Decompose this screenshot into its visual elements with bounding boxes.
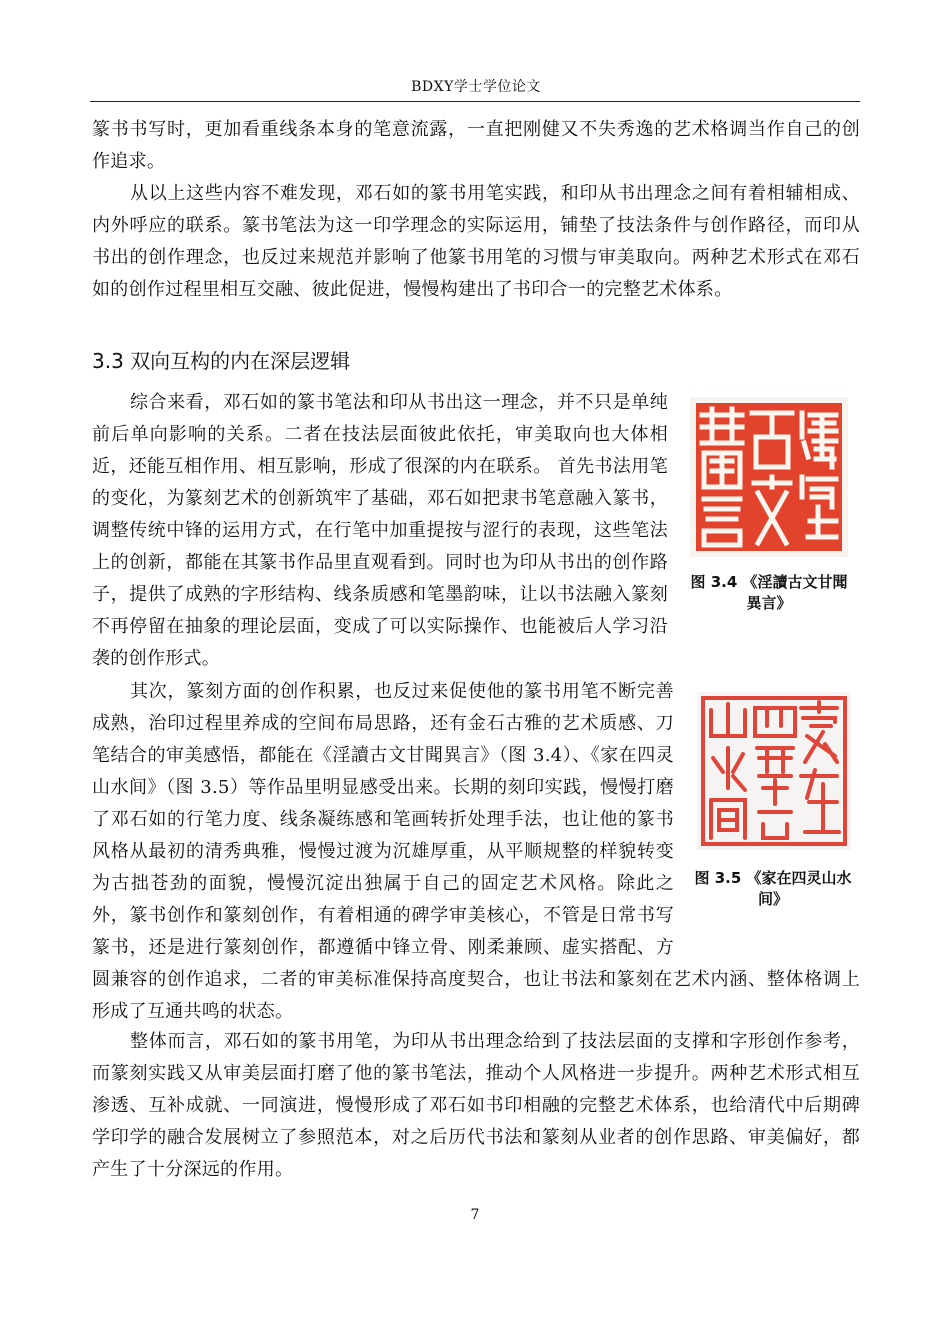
figure-3-5-seal	[697, 692, 851, 850]
paragraph-second-aspect-text: 其次，篆刻方面的创作积累，也反过来促使他的篆书用笔不断完善成熟，治印过程里养成的空间布局思路，还有金石古雅的艺术质感、刀笔结合的审美感悟，都能在《淫讀古文甘聞異言》（图 3.4）、《家在四灵山水间》（图 3.5）等作品里明显感受出来。长期的刻印实践，慢慢打磨了邓石如的行笔力度、线条凝练感和笔画转折处理手法，也让他的篆书风格从最初的清秀典雅，慢慢过渡为沉雄厚重，从平顺规整的样貌转变为古拙苍劲的面貌，慢慢沉淀出独属于自己的固定艺术风格。除此之外，篆书创作和篆刻创作，有着相通的碑学审美核心，不管是日常书写篆书，还是进行篆刻创作，都遵循中锋立骨、刚柔兼顾、虚实搭配、方圆兼容的创作追求，二者的审美标准保持高度契合，也让书法和篆刻在艺术内涵、整体格调上形成了互通共鸣的状态。	[92, 681, 860, 1022]
paragraph-continuation: 篆书书写时，更加看重线条本身的笔意流露，一直把刚健又不失秀逸的艺术格调当作自己的创作追求。	[92, 119, 860, 172]
figure-3-4-caption: 图 3.4 《淫讀古文甘聞異言》	[690, 573, 848, 612]
figure-3-5-caption: 图 3.5 《家在四灵山水间》	[694, 869, 852, 908]
page-number: 7	[470, 1207, 480, 1223]
running-header: BDXY学士学位论文	[411, 79, 541, 95]
header-rule	[90, 101, 860, 102]
paragraph-first-aspect: 综合来看，邓石如的篆书笔法和印从书出这一理念，并不只是单纯前后单向影响的关系。二者在技法层面彼此依托，审美取向也大体相近，还能互相作用、相互影响，形成了很深的内在联系。 首先书法用笔的变化，为篆刻艺术的创新筑牢了基础，邓石如把隶书笔意融入篆书，调整传统中锋的运用方式，在行笔中加重提按与涩行的表现，这些笔法上的创新，都能在其篆书作品里直观看到。同时也为印从书出的创作路子，提供了成熟的字形结构、线条质感和笔墨韵味，让以书法融入篆刻不再停留在抽象的理论层面，变成了可以实际操作、也能被后人学习沿袭的创作形式。	[92, 392, 668, 669]
paragraph-summary: 从以上这些内容不难发现，邓石如的篆书用笔实践，和印从书出理念之间有着相辅相成、内外呼应的联系。篆书笔法为这一印学理念的实际运用，铺垫了技法条件与创作路径，而印从书出的创作理念，也反过来规范并影响了他篆书用笔的习惯与审美取向。两种艺术形式在邓石如的创作过程里相互交融、彼此促进，慢慢构建出了书印合一的完整艺术体系。	[92, 183, 860, 300]
section-heading: 3.3 双向互构的内在深层逻辑	[92, 349, 351, 373]
paragraph-conclusion: 整体而言，邓石如的篆书用笔，为印从书出理念给到了技法层面的支撑和字形创作参考，而篆刻实践又从审美层面打磨了他的篆书笔法，推动个人风格进一步提升。两种艺术形式相互渗透、互补成就、一同演进，慢慢形成了邓石如书印相融的完整艺术体系，也给清代中后期碑学印学的融合发展树立了参照范本，对之后历代书法和篆刻从业者的创作思路、审美偏好，都产生了十分深远的作用。	[92, 1031, 860, 1180]
figure-3-4-seal	[690, 397, 848, 557]
